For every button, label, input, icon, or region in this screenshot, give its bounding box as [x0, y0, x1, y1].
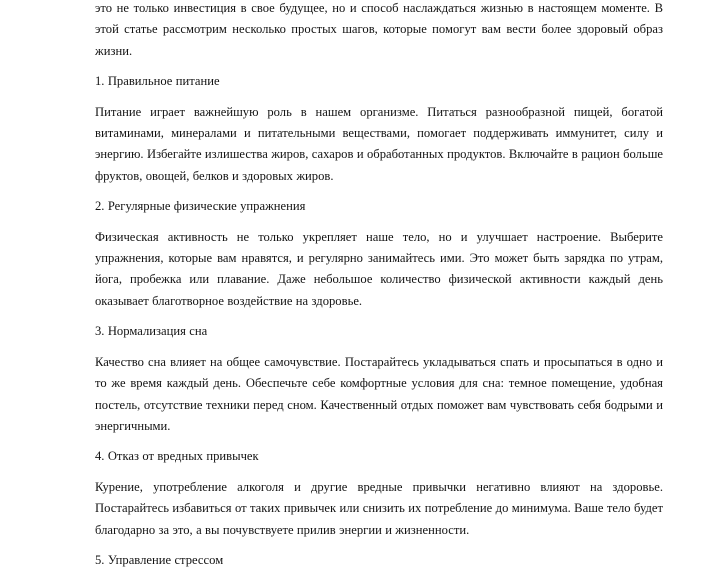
section-body-4: Курение, употребление алкоголя и другие вредные привычки негативно влияют на здоровье. Постарайтесь избавиться от таких привычек или снизить их потребление до минимума. Ваше тело будет благодарно за это, а вы почувствуете прилив энергии и жизненности.: [95, 479, 663, 537]
section-body-3: Качество сна влияет на общее самочувствие. Постарайтесь укладываться спать и просыпаться в одно и то же время каждый день. Обеспечьте себе комфортные условия для сна: темное помещение, удобная постель, отсутствие техники перед сном. Качественный отдых поможет вам чувствовать себя бодрыми и энергичными.: [95, 354, 663, 433]
section-heading-3: 3. Нормализация сна: [95, 324, 208, 339]
section-heading-4: 4. Отказ от вредных привычек: [95, 449, 259, 464]
intro-paragraph-continued: это не только инвестиция в свое будущее, но и способ наслаждаться жизнью в настоящем моменте. В этой статье рассмотрим несколько простых шагов, которые помогут вам вести более здоровый образ жизни.: [95, 1, 663, 58]
section-body-2: Физическая активность не только укрепляет наше тело, но и улучшает настроение. Выберите упражнения, которые вам нравятся, и регулярно занимайтесь ими. Это может быть зарядка по утрам, йога, пробежка или плавание. Даже небольшое количество физической активности каждый день оказывает благотворное воздействие на здоровье.: [95, 229, 663, 308]
section-heading-2: 2. Регулярные физические упражнения: [95, 199, 306, 214]
section-body-1: Питание играет важнейшую роль в нашем организме. Питаться разнообразной пищей, богатой витаминами, минералами и питательными веществами, помогает поддерживать иммунитет, силу и энергию. Избегайте излишества жиров, сахаров и обработанных продуктов. Включайте в рацион больше фруктов, овощей, белков и здоровых жиров.: [95, 104, 663, 183]
section-heading-5: 5. Управление стрессом: [95, 552, 224, 567]
document-text-column: [95, 0, 663, 580]
section-heading-1: 1. Правильное питание: [95, 74, 220, 89]
